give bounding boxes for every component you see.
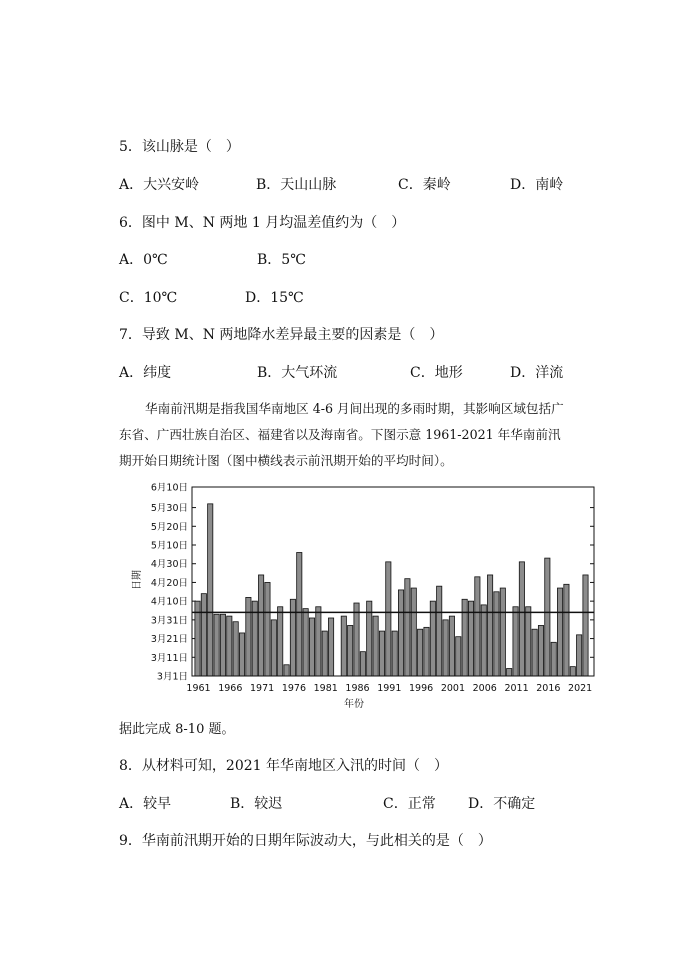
y-axis-label: 日期 <box>132 570 143 590</box>
x-axis-label: 年份 <box>344 699 364 710</box>
x-tick-label: 1996 <box>409 683 434 694</box>
question-9-stem: 9．华南前汛期开始的日期年际波动大，与此相关的是（ ） <box>119 833 492 849</box>
bar-1974 <box>278 607 283 676</box>
bar-1977 <box>297 552 302 676</box>
bar-2013 <box>526 607 531 676</box>
bar-2017 <box>551 642 556 676</box>
question-5-stem: 5．该山脉是（ ） <box>119 139 240 155</box>
x-tick-label: 1981 <box>313 683 338 694</box>
bar-1985 <box>348 625 353 676</box>
bar-1965 <box>220 614 225 676</box>
bar-1962 <box>201 594 206 676</box>
bar-2019 <box>564 584 569 676</box>
x-tick-label: 2001 <box>440 683 466 694</box>
question-7-option-c: C．地形 <box>410 365 463 381</box>
question-6-option-c: C．10℃ <box>119 290 178 306</box>
bar-1992 <box>392 631 397 676</box>
question-5-option-c: C．秦岭 <box>398 177 451 193</box>
bar-1963 <box>208 504 213 676</box>
bar-1964 <box>214 614 219 676</box>
y-tick-label: 3月21日 <box>150 634 188 646</box>
question-6-stem: 6．图中 M、N 两地 1 月均温差值约为（ ） <box>119 215 406 231</box>
question-7-option-a: A．纬度 <box>119 365 172 381</box>
bar-2007 <box>487 575 492 676</box>
question-8-option-a: A．较早 <box>119 796 172 812</box>
y-tick-label: 3月31日 <box>150 615 188 627</box>
bar-1969 <box>246 597 251 676</box>
bar-2009 <box>500 588 505 676</box>
bar-2014 <box>532 629 537 676</box>
y-tick-label: 4月10日 <box>150 596 188 608</box>
bar-1995 <box>411 588 416 676</box>
question-8-option-d: D．不确定 <box>468 796 536 812</box>
bar-1991 <box>386 562 391 676</box>
x-tick-label: 1976 <box>281 683 307 694</box>
bar-undefined <box>583 575 588 676</box>
bar-1999 <box>437 586 442 676</box>
question-6-option-d: D．15℃ <box>245 290 304 306</box>
bar-1980 <box>316 607 321 676</box>
x-tick-label: 1966 <box>218 683 243 694</box>
question-5-option-a: A．大兴安岭 <box>119 177 200 193</box>
y-tick-label: 6月10日 <box>150 482 188 494</box>
bar-1984 <box>341 616 346 676</box>
question-8-option-b: B．较迟 <box>230 796 283 812</box>
bar-2000 <box>443 620 448 676</box>
y-tick-label: 4月20日 <box>150 577 188 589</box>
material-text: 华南前汛期是指我国华南地区 4-6 月间出现的多雨时期，其影响区域包括广东省、广西壮族自治区、福建省以及海南省。下图示意 1961-2021 年华南前汛期开始日期统计图（图中横线表示前汛期开始的平均时间）。 <box>119 401 564 468</box>
bar-2018 <box>557 588 562 676</box>
x-tick-label: 1986 <box>345 683 370 694</box>
bar-1972 <box>265 582 270 676</box>
bar-2006 <box>481 605 486 676</box>
y-tick-label: 5月30日 <box>150 503 188 515</box>
bar-2002 <box>456 637 461 676</box>
bar-2012 <box>519 562 524 676</box>
question-8-stem: 8．从材料可知，2021 年华南地区入汛的时间（ ） <box>119 758 448 774</box>
y-tick-label: 5月20日 <box>150 521 188 533</box>
y-tick-label: 3月11日 <box>150 652 188 664</box>
bar-1967 <box>233 622 238 676</box>
question-7-option-b: B．大气环流 <box>257 365 338 381</box>
bar-2011 <box>513 607 518 676</box>
bar-1986 <box>354 603 359 676</box>
x-tick-label: 2016 <box>536 683 561 694</box>
bar-1997 <box>424 627 429 676</box>
bar-1973 <box>271 620 276 676</box>
y-tick-label: 4月30日 <box>150 559 188 571</box>
question-6-option-a: A．0℃ <box>119 252 168 268</box>
x-tick-label: 1991 <box>377 683 402 694</box>
question-5-option-d: D．南岭 <box>510 177 564 193</box>
bar-1975 <box>284 665 289 676</box>
y-tick-label: 3月1日 <box>156 671 188 683</box>
bar-1994 <box>405 579 410 676</box>
bar-1990 <box>379 631 384 676</box>
bar-2015 <box>538 625 543 676</box>
question-5-option-b: B．天山山脉 <box>256 177 337 193</box>
question-8-option-c: C．正常 <box>383 796 436 812</box>
bar-1987 <box>360 652 365 676</box>
bar-2010 <box>507 669 512 676</box>
bar-1966 <box>227 616 232 676</box>
bar-2008 <box>494 592 499 676</box>
bar-1979 <box>309 618 314 676</box>
question-6-option-b: B．5℃ <box>257 252 306 268</box>
bar-1989 <box>373 616 378 676</box>
bar-2020 <box>570 667 575 676</box>
bar-1968 <box>239 633 244 676</box>
bar-2003 <box>462 599 467 676</box>
bar-1982 <box>328 618 333 676</box>
x-tick-label: 2021 <box>568 683 593 694</box>
bar-2016 <box>545 558 550 676</box>
bar-1981 <box>322 631 327 676</box>
y-tick-label: 5月10日 <box>150 540 188 552</box>
question-7-option-d: D．洋流 <box>510 365 564 381</box>
bar-2005 <box>475 577 480 676</box>
question-7-stem: 7．导致 M、N 两地降水差异最主要的因素是（ ） <box>119 327 444 343</box>
bar-1976 <box>290 599 295 676</box>
x-tick-label: 2011 <box>504 683 529 694</box>
after-chart-note: 据此完成 8-10 题。 <box>119 722 235 737</box>
bar-2001 <box>449 616 454 676</box>
x-tick-label: 2006 <box>472 683 497 694</box>
bar-1971 <box>258 575 263 676</box>
bar-2021 <box>577 635 582 676</box>
bar-1993 <box>398 590 403 676</box>
bar-1978 <box>303 609 308 676</box>
x-tick-label: 1961 <box>186 683 211 694</box>
x-tick-label: 1971 <box>250 683 275 694</box>
bar-1996 <box>418 629 423 676</box>
